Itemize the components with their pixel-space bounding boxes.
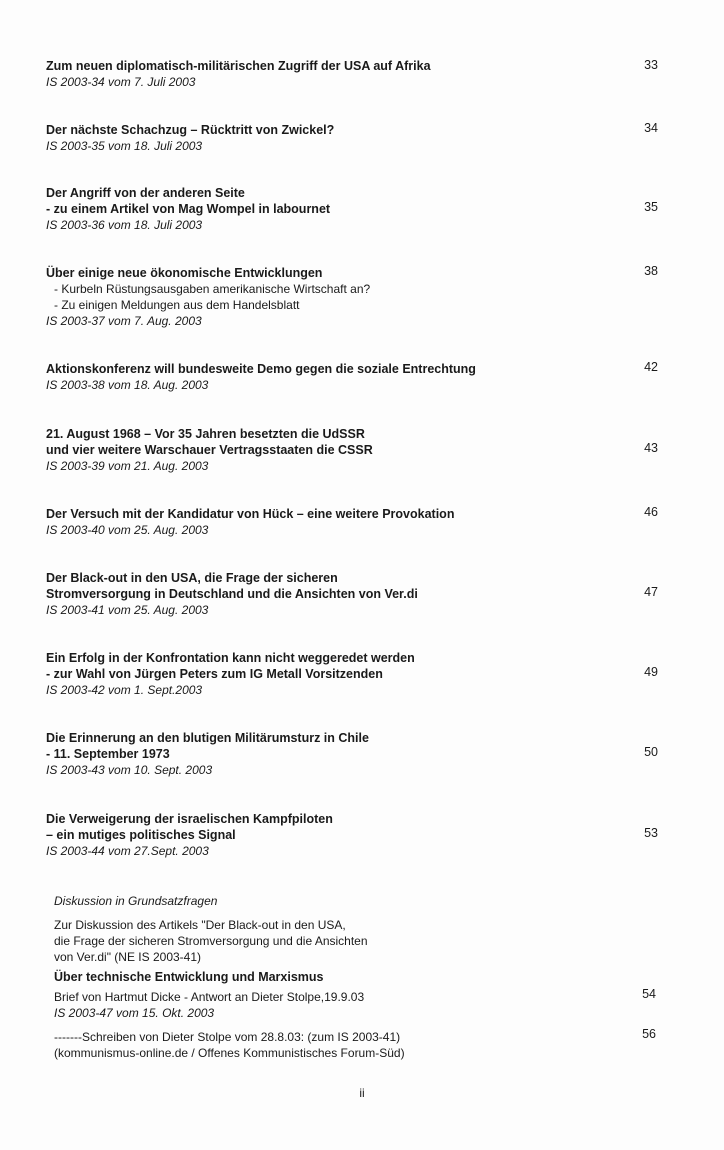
entry-subtitle: - Zu einigen Meldungen aus dem Handelsblatt [54,298,300,312]
page-number: 47 [644,585,658,599]
page-footer-number: ii [359,1086,365,1100]
page-number: 50 [644,745,658,759]
entry-title: Der nächste Schachzug – Rücktritt von Zwickel? [46,123,335,137]
toc-entry [46,730,626,778]
entry-title: Ein Erfolg in der Konfrontation kann nicht weggeredet werden [46,651,415,665]
page-number: 46 [644,505,658,519]
page-number: 42 [644,360,658,374]
section-item-line: Brief von Hartmut Dicke - Antwort an Dieter Stolpe,19.9.03 [54,990,365,1004]
toc-entry [46,506,626,538]
entry-subtitle: - Kurbeln Rüstungsausgaben amerikanische Wirtschaft an? [54,282,371,296]
section-intro [54,917,634,1061]
page-number: 54 [642,987,656,1001]
entry-title-line2: - zu einem Artikel von Mag Wompel in labournet [46,202,331,216]
toc-entry [46,426,626,474]
toc-entry [46,650,626,698]
page-number: 33 [644,58,658,72]
entry-title: 21. August 1968 – Vor 35 Jahren besetzten die UdSSR [46,427,365,441]
section-bold-title: Über technische Entwicklung und Marxismus [54,970,324,984]
entry-title-line2: und vier weitere Warschauer Vertragsstaaten die CSSR [46,443,373,457]
entry-issue: IS 2003-44 vom 27.Sept. 2003 [46,844,209,858]
intro-line: von Ver.di" (NE IS 2003-41) [54,950,202,964]
entry-issue: IS 2003-43 vom 10. Sept. 2003 [46,763,213,777]
page-number: 43 [644,441,658,455]
toc-entry [46,361,626,393]
entry-title-line2: - zur Wahl von Jürgen Peters zum IG Metall Vorsitzenden [46,667,383,681]
entry-title-line2: Stromversorgung in Deutschland und die Ansichten von Ver.di [46,587,418,601]
entry-title: Der Angriff von der anderen Seite [46,186,245,200]
entry-issue: IS 2003-42 vom 1. Sept.2003 [46,683,203,697]
entry-issue: IS 2003-40 vom 25. Aug. 2003 [46,523,209,537]
toc-entry [46,265,626,329]
section-item2-line: -------Schreiben von Dieter Stolpe vom 28.8.03: (zum IS 2003-41) [54,1030,401,1044]
toc-entry [46,122,626,154]
page-number: 49 [644,665,658,679]
intro-line: Zur Diskussion des Artikels "Der Black-out in den USA, [54,918,346,932]
page-number: 35 [644,200,658,214]
page-number: 34 [644,121,658,135]
entry-title-line2: - 11. September 1973 [46,747,170,761]
entry-title: Aktionskonferenz will bundesweite Demo gegen die soziale Entrechtung [46,362,476,376]
entry-title-line2: – ein mutiges politisches Signal [46,828,236,842]
entry-title: Zum neuen diplomatisch-militärischen Zugriff der USA auf Afrika [46,59,431,73]
page-number: 38 [644,264,658,278]
entry-issue: IS 2003-37 vom 7. Aug. 2003 [46,314,202,328]
entry-issue: IS 2003-38 vom 18. Aug. 2003 [46,378,209,392]
section-item-issue: IS 2003-47 vom 15. Okt. 2003 [54,1006,215,1020]
entry-issue: IS 2003-39 vom 21. Aug. 2003 [46,459,209,473]
page-number: 56 [642,1027,656,1041]
entry-title: Der Black-out in den USA, die Frage der sicheren [46,571,338,585]
toc-entry [46,570,626,618]
toc-entry [46,811,626,859]
entry-title: Die Verweigerung der israelischen Kampfpiloten [46,812,333,826]
entry-title: Der Versuch mit der Kandidatur von Hück – eine weitere Provokation [46,507,455,521]
entry-title: Die Erinnerung an den blutigen Militärumsturz in Chile [46,731,369,745]
toc-entry [46,185,626,233]
entry-issue: IS 2003-35 vom 18. Juli 2003 [46,139,203,153]
entry-title: Über einige neue ökonomische Entwicklungen [46,266,323,280]
section-item2-line: (kommunismus-online.de / Offenes Kommunistisches Forum-Süd) [54,1046,405,1060]
entry-issue: IS 2003-36 vom 18. Juli 2003 [46,218,203,232]
intro-line: die Frage der sicheren Stromversorgung und die Ansichten [54,934,368,948]
entry-issue: IS 2003-34 vom 7. Juli 2003 [46,75,196,89]
section-heading: Diskussion in Grundsatzfragen [54,894,218,908]
page-number: 53 [644,826,658,840]
toc-entry [46,58,626,90]
entry-issue: IS 2003-41 vom 25. Aug. 2003 [46,603,209,617]
